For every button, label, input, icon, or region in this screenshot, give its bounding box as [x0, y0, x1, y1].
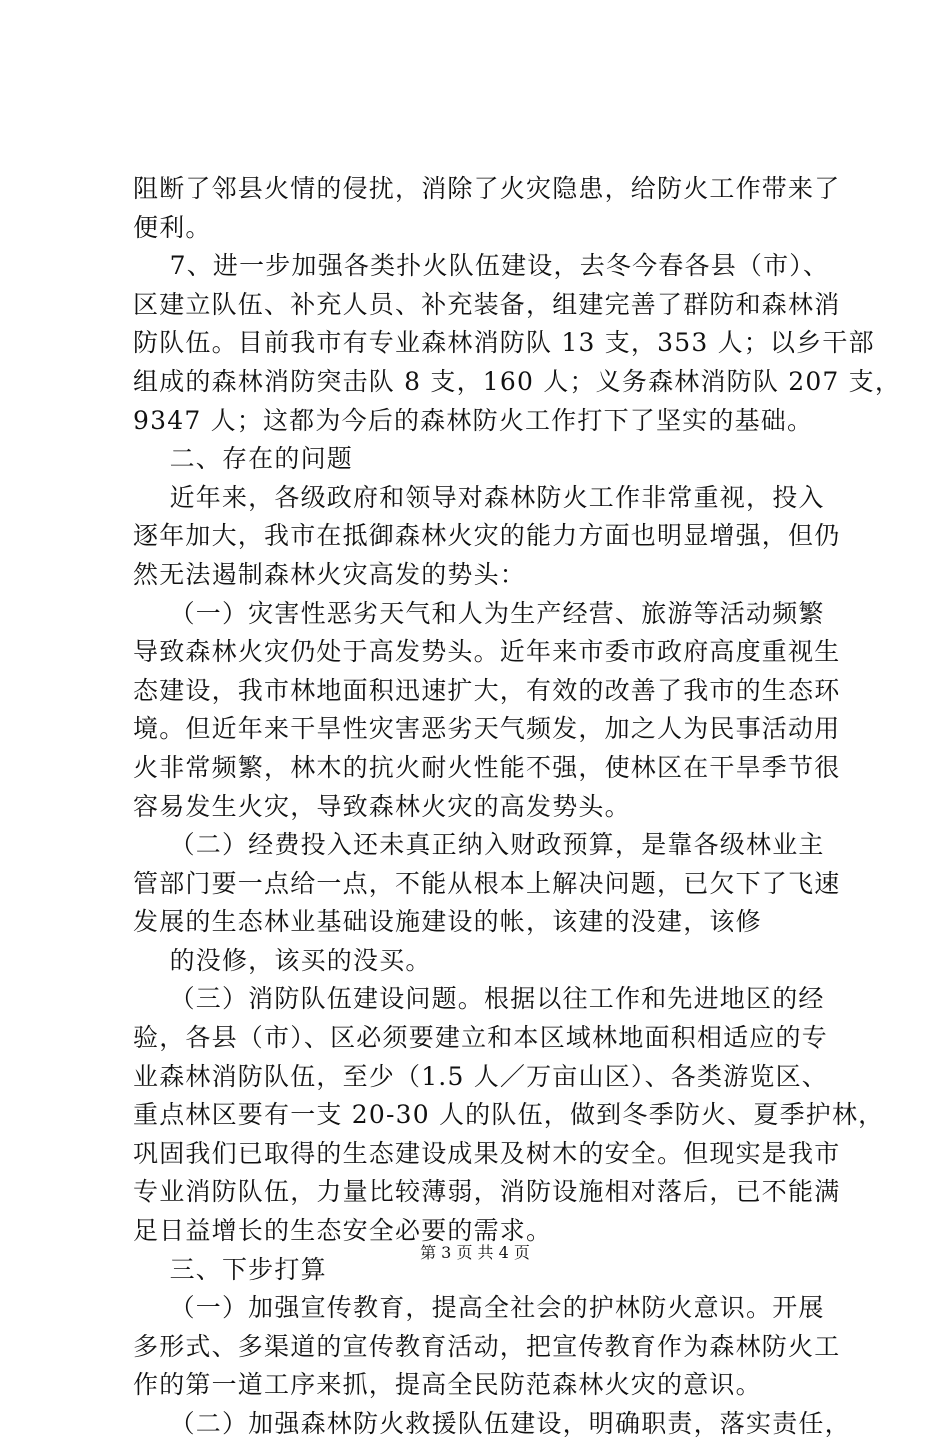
text-line: 重点林区要有一支 20-30 人的队伍，做到冬季防火、夏季护林， [133, 1100, 885, 1130]
text-line: 容易发生火灾，导致森林火灾的高发势头。 [133, 791, 631, 821]
text-line: 火非常频繁，林木的抗火耐火性能不强，使林区在干旱季节很 [133, 752, 841, 782]
text-line: 区建立队伍、补充人员、补充装备，组建完善了群防和森林消 [133, 289, 841, 319]
section-heading: 三、下步打算 [133, 1254, 327, 1284]
text-line: 作的第一道工序来抓，提高全民防范森林火灾的意识。 [133, 1370, 762, 1400]
text-line: 7、进一步加强各类扑火队伍建设，去冬今春各县（市）、 [133, 251, 830, 281]
text-line: 发展的生态林业基础设施建设的帐，该建的没建，该修 [133, 907, 762, 937]
text-line: （一）加强宣传教育，提高全社会的护林防火意识。开展 [133, 1293, 825, 1323]
text-line: 态建设，我市林地面积迅速扩大，有效的改善了我市的生态环 [133, 675, 841, 705]
text-line: （一）灾害性恶劣天气和人为生产经营、旅游等活动频繁 [133, 598, 825, 628]
text-line: 9347 人；这都为今后的森林防火工作打下了坚实的基础。 [133, 405, 814, 435]
text-line: 近年来，各级政府和领导对森林防火工作非常重视，投入 [133, 482, 825, 512]
text-line: （二）经费投入还未真正纳入财政预算，是靠各级林业主 [133, 830, 825, 860]
text-line: 验，各县（市）、区必须要建立和本区域林地面积相适应的专 [133, 1023, 828, 1053]
text-line: 逐年加大，我市在抵御森林火灾的能力方面也明显增强，但仍 [133, 521, 841, 551]
text-line: 业森林消防队伍，至少（1.5 人／万亩山区）、各类游览区、 [133, 1061, 829, 1091]
page-footer: 第 3 页 共 4 页 [420, 1243, 530, 1262]
text-line: 足日益增长的生态安全必要的需求。 [133, 1216, 553, 1246]
text-line: 境。但近年来干旱性灾害恶劣天气频发，加之人为民事活动用 [133, 714, 841, 744]
text-line: （二）加强森林防火救援队伍建设，明确职责，落实责任， [133, 1409, 851, 1438]
text-line: 管部门要一点给一点，不能从根本上解决问题，已欠下了飞速 [133, 868, 841, 898]
text-line: 组成的森林消防突击队 8 支，160 人；义务森林消防队 207 支， [133, 366, 902, 396]
text-line: 的没修，该买的没买。 [133, 945, 432, 975]
text-line: 阻断了邻县火情的侵扰，消除了火灾隐患，给防火工作带来了 [133, 174, 841, 203]
text-line: 多形式、多渠道的宣传教育活动，把宣传教育作为森林防火工 [133, 1331, 841, 1361]
text-line: 巩固我们已取得的生态建设成果及树木的安全。但现实是我市 [133, 1138, 841, 1168]
text-line: 便利。 [133, 212, 212, 242]
text-line: 专业消防队伍，力量比较薄弱，消防设施相对落后，已不能满 [133, 1177, 841, 1207]
text-line: 防队伍。目前我市有专业森林消防队 13 支，353 人；以乡干部 [133, 328, 875, 358]
text-line: 然无法遏制森林火灾高发的势头： [133, 559, 527, 589]
text-line: （三）消防队伍建设问题。根据以往工作和先进地区的经 [133, 984, 825, 1014]
section-heading: 二、存在的问题 [133, 444, 353, 474]
text-line: 导致森林火灾仍处于高发势头。近年来市委市政府高度重视生 [133, 637, 841, 667]
